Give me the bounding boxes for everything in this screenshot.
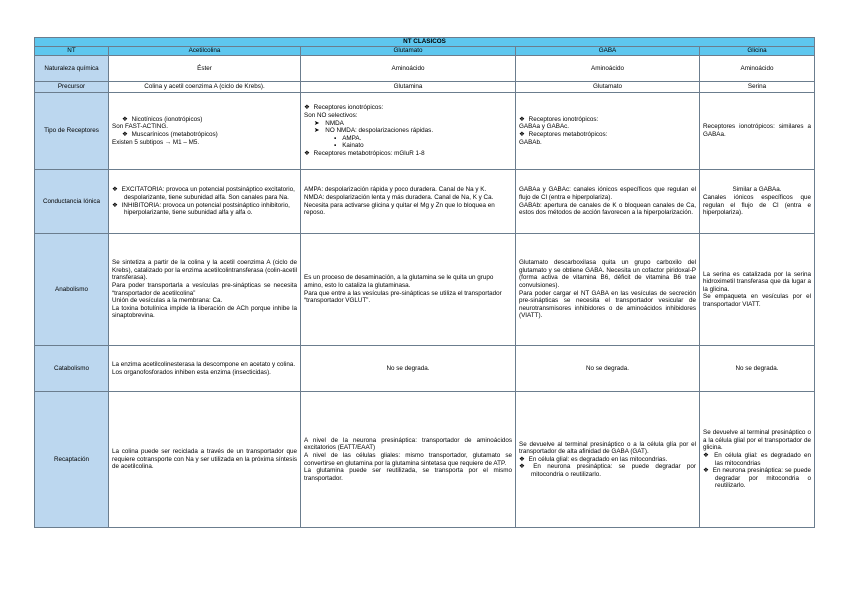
column-header-row <box>35 47 815 56</box>
cell-ach-conductancia <box>109 170 301 234</box>
row-label-catabolismo: Catabolismo <box>35 346 109 392</box>
gaba-receptor-gabab: GABAb. <box>519 138 542 146</box>
row-label-precursor: Precursor <box>35 82 109 93</box>
nt-clasicos-table <box>34 37 815 528</box>
table-title: NT CLÁSICOS <box>35 38 815 47</box>
row-receptores <box>35 93 815 170</box>
cell-gly-conductancia <box>700 170 815 234</box>
gaba-anabolismo-descarboxilasa: Glutamato descarboxilasa quita un grupo carboxilo del glutamato y se obtiene GABA. Necesita un cofactor piridoxal-P (forma activa de vitamina B6, déficit de vitamina B6 trae convulsiones). <box>519 259 696 289</box>
cell-gly-recaptacion <box>700 392 815 528</box>
cell-ach-catabolismo <box>109 346 301 392</box>
cell-gaba-recaptacion <box>516 392 700 528</box>
row-label-naturaleza: Naturaleza química <box>35 56 109 82</box>
ach-anabolismo-sintesis: Se sintetiza a partir de la colina y la acetil coenzima A (ciclo de Krebs), catalizado por la enzima acetilcolintransferasa (colin-acetil transferasa). <box>112 259 297 282</box>
gly-recaptacion-neurona: ❖ En neurona presináptica: se puede degradar por mitocondria o reutilizarlo. <box>703 467 811 490</box>
ach-receptor-nicotinicos: ❖ Nicotínicos (ionotrópicos) <box>112 116 297 124</box>
glu-receptor-ampa: ▪ AMPA. <box>304 135 512 143</box>
row-label-receptores: Tipo de Receptores <box>35 93 109 170</box>
cell-gly-anabolismo <box>700 234 815 346</box>
cell-gaba-precursor: Glutamato <box>516 82 700 93</box>
row-precursor <box>35 82 815 93</box>
ach-receptor-muscarinicos: ❖ Muscarínicos (metabotrópicos) <box>112 131 297 139</box>
column-header-glicina: Glicina <box>700 47 815 56</box>
row-naturaleza <box>35 56 815 82</box>
ach-anabolismo-union: Unión de vesículas a la membrana: Ca. <box>112 297 223 305</box>
cell-glu-anabolismo <box>301 234 516 346</box>
glu-anabolismo-desaminacion: Es un proceso de desaminación, a la glutamina se le quita un grupo amino, esto lo cataliza la glutaminasa. <box>304 274 494 289</box>
cell-gaba-conductancia <box>516 170 700 234</box>
ach-anabolismo-transporte: Para poder transportarla a vesículas pre-sinápticas se necesita “transportador de acetilcolina” <box>112 281 297 297</box>
cell-gly-receptores: Receptores ionotrópicos: similares a GABAa. <box>700 93 815 170</box>
row-anabolismo <box>35 234 815 346</box>
row-recaptacion <box>35 392 815 528</box>
cell-gaba-anabolismo <box>516 234 700 346</box>
gaba-receptor-metabotropicos: ❖ Receptores metabotrópicos: <box>519 131 696 139</box>
row-catabolismo <box>35 346 815 392</box>
cell-ach-anabolismo <box>109 234 301 346</box>
glu-receptor-nmda: ➤ NMDA <box>304 120 512 128</box>
glu-receptor-metabotropicos: ❖ Receptores metabotrópicos: mGluR 1-8 <box>304 150 512 158</box>
cell-glu-recaptacion <box>301 392 516 528</box>
ach-receptor-fast: Son FAST-ACTING. <box>112 123 168 131</box>
cell-ach-receptores <box>109 93 301 170</box>
gaba-conductancia-gabab: GABAb: apertura de canales de K o bloquean canales de Ca, estos dos métodos de acción favorecen a la hiperpolarización. <box>519 201 696 217</box>
column-header-acetilcolina: Acetilcolina <box>109 47 301 56</box>
cell-glu-receptores <box>301 93 516 170</box>
glu-receptor-no-nmda: ➤ NO NMDA: despolarizaciones rápidas. <box>304 127 512 135</box>
glu-receptor-ionotropicos: ❖ Receptores ionotrópicos: <box>304 104 512 112</box>
cell-glu-conductancia <box>301 170 516 234</box>
cell-gly-catabolismo: No se degrada. <box>700 346 815 392</box>
ach-catabolismo-organofosforados: Los organofosforados inhiben esta enzima (insecticidas). <box>112 368 271 376</box>
glu-anabolismo-vglut: Para que entre a las vesículas pre-sinápticas se utiliza el transportador “transportador VGLUT”. <box>304 289 502 305</box>
gaba-recaptacion-glial: ❖ En célula glial: es degradado en las mitocondrias. <box>519 456 696 464</box>
gaba-anabolismo-viatt: Para poder cargar el NT GABA en las vesículas de secreción pre-sinápticas se necesita el transportador vesicular de neurotransmisores inhibidores o de aminoácidos inhibidores (VIATT). <box>519 289 696 320</box>
gaba-receptor-gabaa-gabac: GABAa y GABAc. <box>519 123 570 131</box>
gaba-conductancia-gabaa-gabac: GABAa y GABAc: canales iónicos específicos que regulan el flujo de Cl (entra e hiperpolariza). <box>519 186 696 201</box>
row-conductancia <box>35 170 815 234</box>
cell-gaba-receptores <box>516 93 700 170</box>
glu-receptor-no-selectivos: Son NO selectivos: <box>304 112 358 120</box>
cell-ach-recaptacion: La colina puede ser reciclada a través de un transportador que requiere cotransporte con Na y ser utilizada en la próxima síntesis de acetilcolina. <box>109 392 301 528</box>
row-label-recaptacion: Recaptación <box>35 392 109 528</box>
gly-conductancia-canales: Canales iónicos específicos que regulan el flujo de Cl (entra e hiperpolariza). <box>703 193 811 217</box>
cell-ach-naturaleza: Éster <box>109 56 301 82</box>
cell-gly-precursor: Serina <box>700 82 815 93</box>
ach-receptor-subtipos: Existen 5 subtipos → M1 – M5. <box>112 138 200 146</box>
glu-receptor-kainato: ▪ Kainato <box>304 142 512 150</box>
column-header-glutamato: Glutamato <box>301 47 516 56</box>
glu-recaptacion-gliales: A nivel de las células gliales: mismo transportador, glutamato se convertirse en glutamina por la glutamina sintetasa que requiere de ATP. <box>304 451 512 467</box>
gly-recaptacion-devuelve: Se devuelve al terminal presináptico o a la célula glial por el transportador de glicina. <box>703 429 811 452</box>
cell-gaba-catabolismo: No se degrada. <box>516 346 700 392</box>
glu-conductancia-nmda: NMDA: despolarización lenta y más duradera. Canal de Na, K y Ca. Necesita para activarse glicina y quitar el Mg y Zn que lo bloquea en reposo. <box>304 193 495 217</box>
glu-conductancia-ampa: AMPA: despolarización rápida y poco duradera. Canal de Na y K. <box>304 186 487 194</box>
gly-conductancia-similar: Similar a GABAa. <box>732 186 782 194</box>
gly-anabolismo-empaqueta: Se empaqueta en vesículas por el transportador VIATT. <box>703 293 811 308</box>
cell-glu-catabolismo: No se degrada. <box>301 346 516 392</box>
ach-conductancia-excitatoria: ❖ EXCITATORIA: provoca un potencial postsináptico excitatorio, despolarizante, tiene subunidad alfa. Son canales para Na. <box>112 186 297 201</box>
gly-recaptacion-glial: ❖ En célula glial: es degradado en las mitocondrias <box>703 452 811 467</box>
gaba-recaptacion-gat: Se devuelve al terminal presináptico o a la célula glía por el transportador de alta afinidad de GABA (GAT). <box>519 440 696 456</box>
ach-anabolismo-toxina: La toxina botulínica impide la liberación de ACh porque inhibe la sinaptobrevina. <box>112 304 297 320</box>
nt-table-page <box>34 37 815 528</box>
gaba-recaptacion-neurona: ❖ En neurona presináptica: se puede degradar por mitocondria o reutilizarlo. <box>519 463 696 478</box>
cell-glu-naturaleza: Aminoácido <box>301 56 516 82</box>
cell-glu-precursor: Glutamina <box>301 82 516 93</box>
glu-recaptacion-reutilizada: La glutamina puede ser reutilizada, se transporta por el mismo transportador. <box>304 467 512 482</box>
row-label-anabolismo: Anabolismo <box>35 234 109 346</box>
column-header-nt: NT <box>35 47 109 56</box>
glu-recaptacion-presinaptica: A nivel de la neurona presináptica: transportador de aminoácidos excitatorios (EATT/EAAT) <box>304 436 512 452</box>
cell-gaba-naturaleza: Aminoácido <box>516 56 700 82</box>
table-title-row <box>35 38 815 47</box>
cell-ach-precursor: Colina y acetil coenzima A (ciclo de Krebs). <box>109 82 301 93</box>
column-header-gaba: GABA <box>516 47 700 56</box>
ach-conductancia-inhibitoria: ❖ INHIBITORIA: provoca un potencial postsináptico inhibitorio, hiperpolarizante, tiene subunidad alfa y alfa o. <box>112 202 297 217</box>
gly-anabolismo-serina: La serina es catalizada por la serina hidroximetil transferasa que da lugar a la glicina. <box>703 270 811 293</box>
row-label-conductancia: Conductancia Iónica <box>35 170 109 234</box>
ach-catabolismo-enzima: La enzima acetilcolinesterasa la descompone en acetato y colina. <box>112 360 296 368</box>
gaba-receptor-ionotropicos: ❖ Receptores ionotrópicos: <box>519 116 696 124</box>
cell-gly-naturaleza: Aminoácido <box>700 56 815 82</box>
